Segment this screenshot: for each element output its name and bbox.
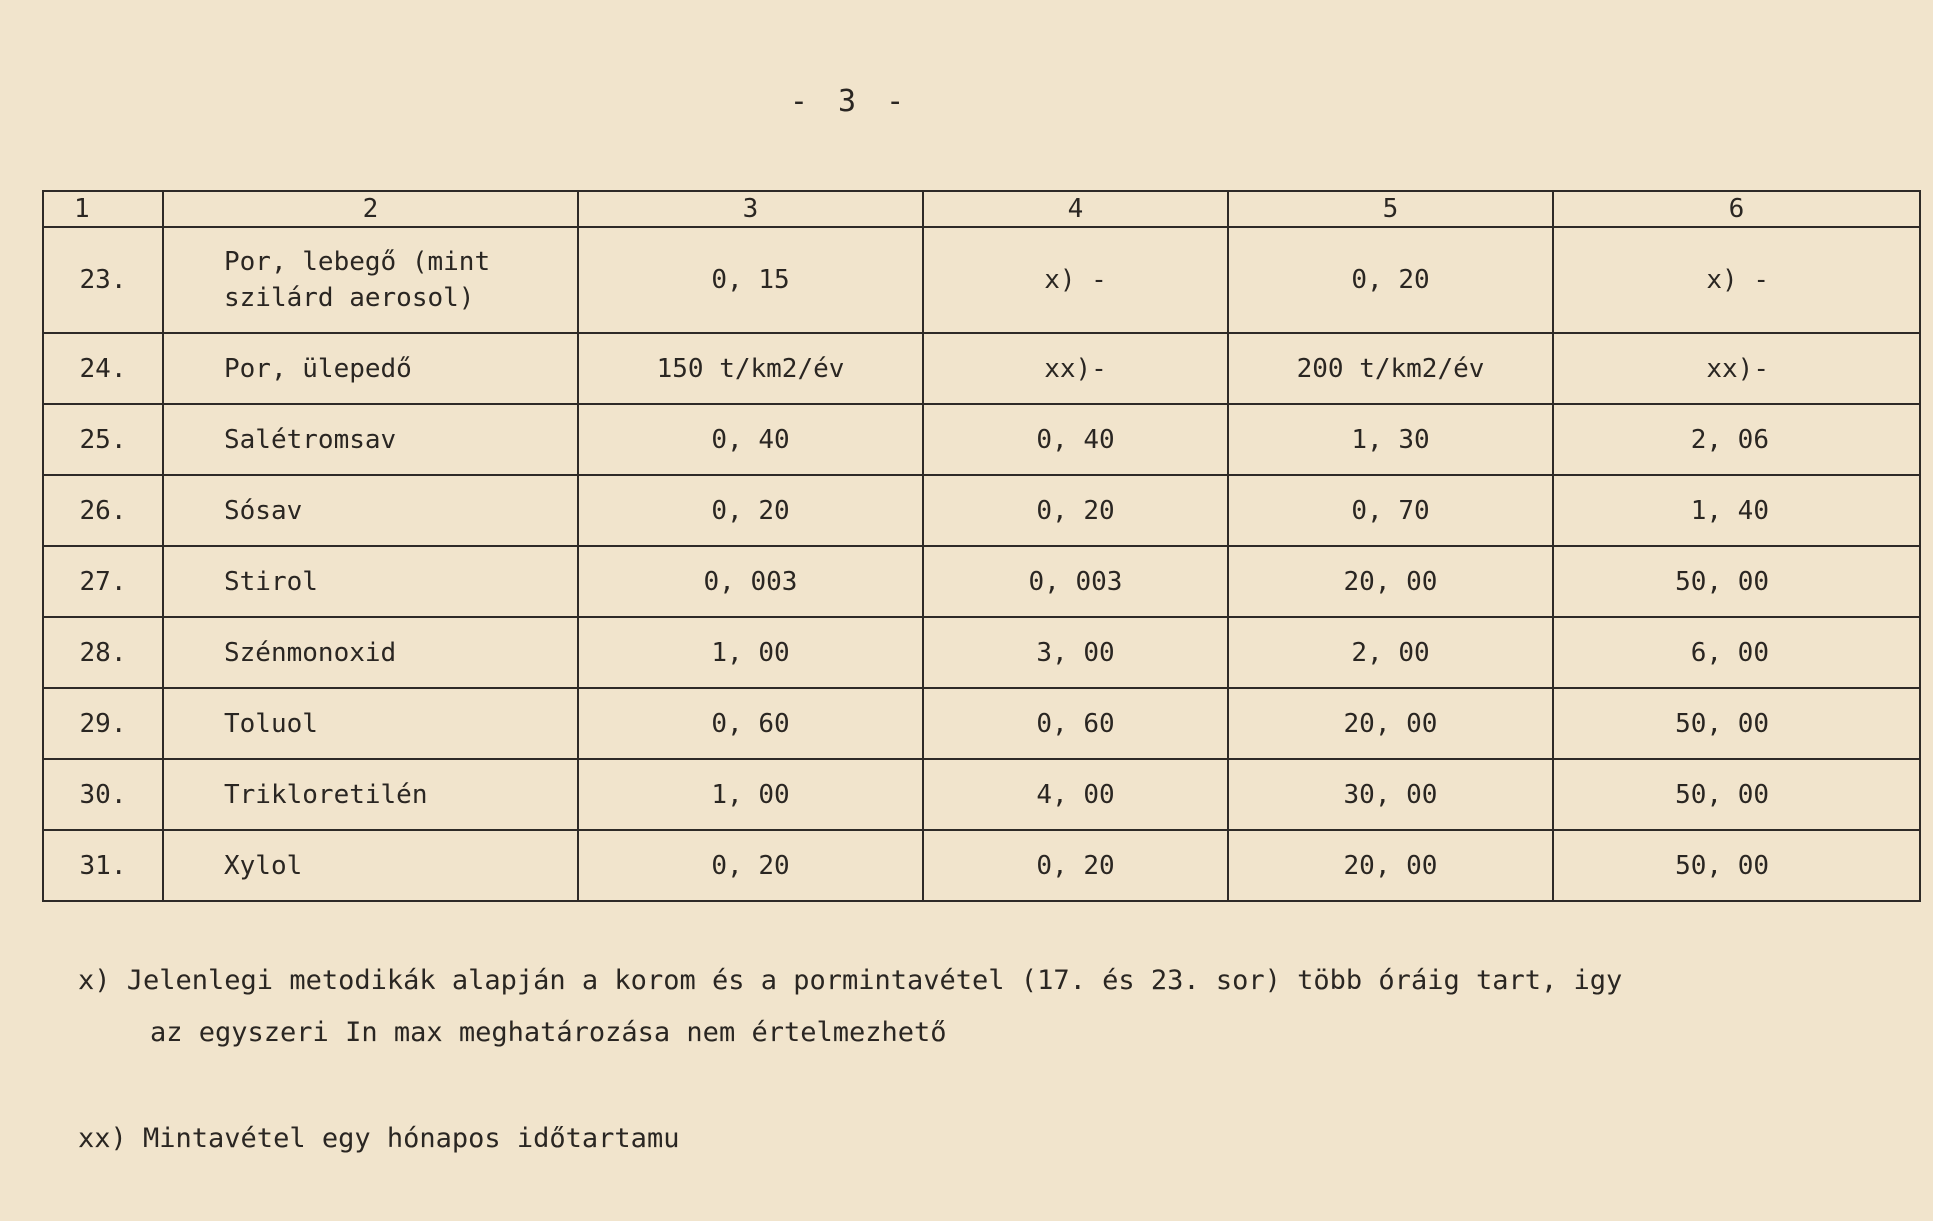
row-number: 24. [43, 333, 163, 404]
table-cell: 0, 60 [923, 688, 1228, 759]
table-cell: 150 t/km2/év [578, 333, 923, 404]
substance-name: Salétromsav [163, 404, 578, 475]
table-cell: 0, 40 [923, 404, 1228, 475]
table-cell: 50, 00 [1553, 830, 1920, 901]
table-cell: 20, 00 [1228, 688, 1553, 759]
table-cell: 0, 20 [1228, 227, 1553, 333]
table-row [43, 617, 1920, 688]
table-row [43, 546, 1920, 617]
table-cell: 200 t/km2/év [1228, 333, 1553, 404]
table-cell: x) - [923, 227, 1228, 333]
header-cell: 4 [923, 191, 1228, 227]
table-cell: 50, 00 [1553, 688, 1920, 759]
table-cell: 1, 40 [1553, 475, 1920, 546]
row-number: 25. [43, 404, 163, 475]
table-cell: 0, 20 [923, 475, 1228, 546]
table-cell: 0, 70 [1228, 475, 1553, 546]
table-cell: 50, 00 [1553, 759, 1920, 830]
table-cell: 0, 15 [578, 227, 923, 333]
footnote-xx: xx) Mintavétel egy hónapos időtartamu [78, 1123, 680, 1154]
table-row [43, 404, 1920, 475]
row-number: 29. [43, 688, 163, 759]
footnote-x-line2: az egyszeri In max meghatározása nem értelmezhető [150, 1017, 947, 1048]
table-cell: 3, 00 [923, 617, 1228, 688]
row-number: 26. [43, 475, 163, 546]
table-row [43, 688, 1920, 759]
header-cell: 1 [43, 191, 163, 227]
table-row [43, 333, 1920, 404]
row-number: 23. [43, 227, 163, 333]
footnotes [78, 955, 1622, 1165]
substance-name: Sósav [163, 475, 578, 546]
table-cell: xx)- [1553, 333, 1920, 404]
table-cell: 50, 00 [1553, 546, 1920, 617]
footnote-x-line1: x) Jelenlegi metodikák alapján a korom és a pormintavétel (17. és 23. sor) több óráig tart, igy [78, 965, 1623, 996]
header-cell: 2 [163, 191, 578, 227]
page-number: - 3 - [789, 84, 911, 119]
table-cell: xx)- [923, 333, 1228, 404]
table-cell: 20, 00 [1228, 546, 1553, 617]
table-cell: 20, 00 [1228, 830, 1553, 901]
header-cell: 3 [578, 191, 923, 227]
row-number: 27. [43, 546, 163, 617]
table-cell: 0, 20 [923, 830, 1228, 901]
row-number: 30. [43, 759, 163, 830]
substance-name: Stirol [163, 546, 578, 617]
header-cell: 6 [1553, 191, 1920, 227]
header-row [43, 191, 1920, 227]
table-row [43, 830, 1920, 901]
table-cell: 6, 00 [1553, 617, 1920, 688]
table-cell: 0, 003 [578, 546, 923, 617]
data-table [42, 190, 1921, 902]
table-cell: 1, 30 [1228, 404, 1553, 475]
substance-name-text: Por, lebegő (mint szilárd aerosol) [224, 247, 491, 313]
table-cell: 1, 00 [578, 759, 923, 830]
row-number: 31. [43, 830, 163, 901]
substance-name [163, 227, 578, 333]
table-cell: 30, 00 [1228, 759, 1553, 830]
row-number: 28. [43, 617, 163, 688]
header-cell: 5 [1228, 191, 1553, 227]
substance-name: Por, ülepedő [163, 333, 578, 404]
table-cell: 2, 00 [1228, 617, 1553, 688]
substance-name: Xylol [163, 830, 578, 901]
table-cell: 0, 20 [578, 830, 923, 901]
table-cell: 0, 40 [578, 404, 923, 475]
table-cell: 4, 00 [923, 759, 1228, 830]
table-cell: 2, 06 [1553, 404, 1920, 475]
table-row [43, 227, 1920, 333]
table-cell: 0, 60 [578, 688, 923, 759]
table-cell: 1, 00 [578, 617, 923, 688]
substance-name: Trikloretilén [163, 759, 578, 830]
table-row [43, 475, 1920, 546]
table-cell: x) - [1553, 227, 1920, 333]
substance-name: Toluol [163, 688, 578, 759]
table-cell: 0, 003 [923, 546, 1228, 617]
table-row [43, 759, 1920, 830]
table-cell: 0, 20 [578, 475, 923, 546]
substance-name: Szénmonoxid [163, 617, 578, 688]
